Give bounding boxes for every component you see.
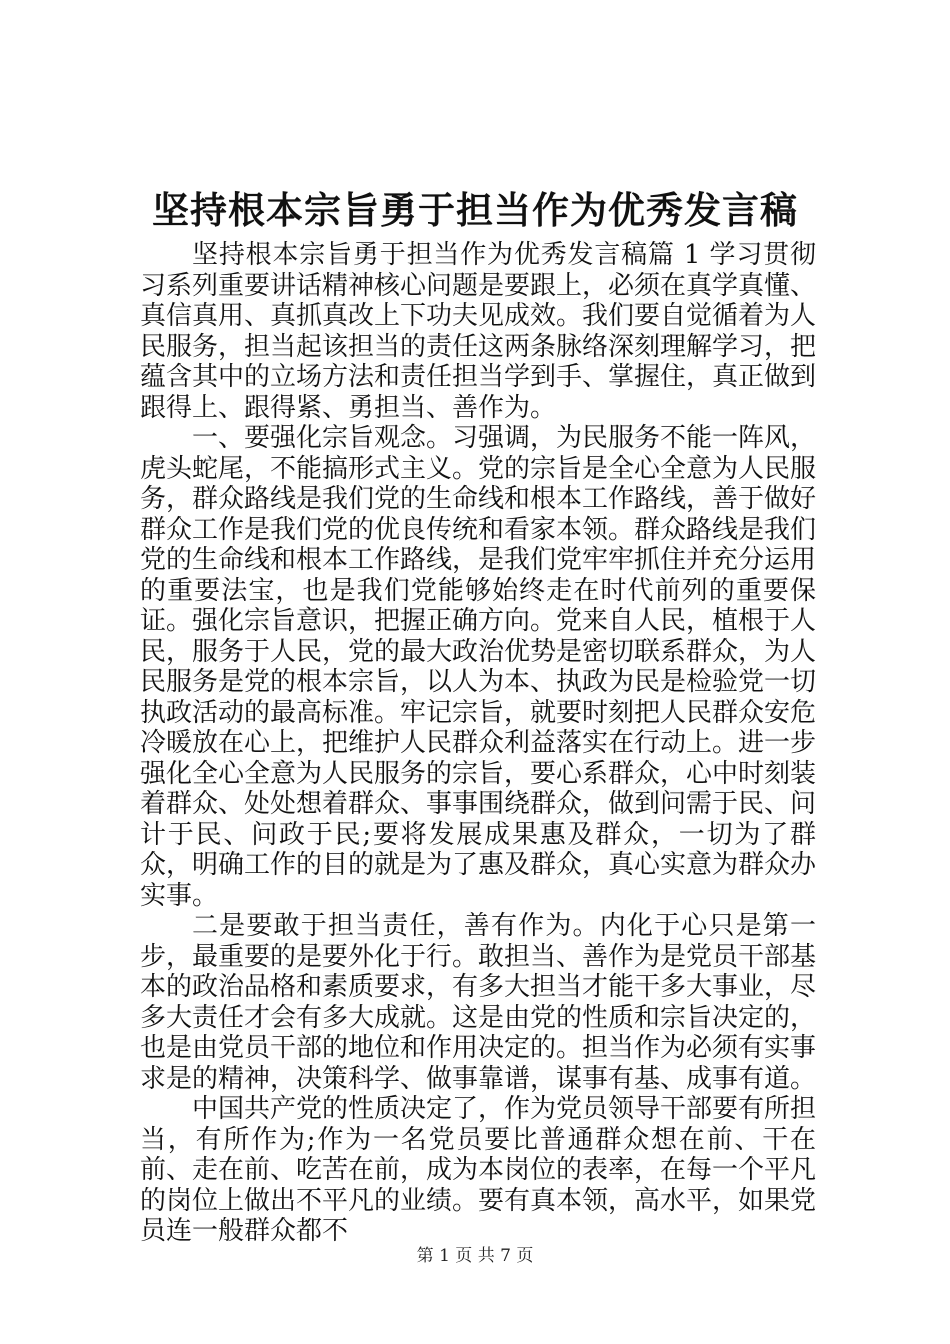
page-number: 第 1 页 共 7 页 — [416, 1246, 534, 1266]
paragraph-1: 坚持根本宗旨勇于担当作为优秀发言稿篇 1 学习贯彻习系列重要讲话精神核心问题是要跟上，必须在真学真懂、真信真用、真抓真改上下功夫见成效。我们要自觉循着为人民服务，担当起该担当的责任这两条脉络深刻理解学习，把蕴含其中的立场方法和责任担当学到手、掌握住，真正做到跟得上、跟得紧、勇担当、善作为。 — [140, 240, 817, 423]
page-title: 坚持根本宗旨勇于担当作为优秀发言稿 — [152, 188, 798, 232]
document-body — [140, 240, 816, 1247]
paragraph-3: 二是要敢于担当责任，善有作为。内化于心只是第一步，最重要的是要外化于行。敢担当、善作为是党员干部基本的政治品格和素质要求，有多大担当才能干多大事业，尽多大责任才会有多大成就。这是由党的性质和宗旨决定的，也是由党员干部的地位和作用决定的。担当作为必须有实事求是的精神，决策科学、做事靠谱，谋事有基、成事有道。 — [140, 911, 817, 1094]
paragraph-4: 中国共产党的性质决定了，作为党员领导干部要有所担当，有所作为;作为一名党员要比普通群众想在前、干在前、走在前、吃苦在前，成为本岗位的表率，在每一个平凡的岗位上做出不平凡的业绩。要有真本领，高水平，如果党员连一般群众都不 — [140, 1094, 817, 1246]
paragraph-2: 一、要强化宗旨观念。习强调，为民服务不能一阵风，虎头蛇尾，不能搞形式主义。党的宗旨是全心全意为人民服务，群众路线是我们党的生命线和根本工作路线，善于做好群众工作是我们党的优良传统和看家本领。群众路线是我们党的生命线和根本工作路线，是我们党牢牢抓住并充分运用的重要法宝，也是我们党能够始终走在时代前列的重要保证。强化宗旨意识，把握正确方向。党来自人民，植根于人民，服务于人民，党的最大政治优势是密切联系群众，为人民服务是党的根本宗旨，以人为本、执政为民是检验党一切执政活动的最高标准。牢记宗旨，就要时刻把人民群众安危冷暖放在心上，把维护人民群众利益落实在行动上。进一步强化全心全意为人民服务的宗旨，要心系群众，心中时刻装着群众、处处想着群众、事事围绕群众，做到问需于民、问计于民、问政于民;要将发展成果惠及群众，一切为了群众，明确工作的目的就是为了惠及群众，真心实意为群众办实事。 — [140, 423, 817, 911]
